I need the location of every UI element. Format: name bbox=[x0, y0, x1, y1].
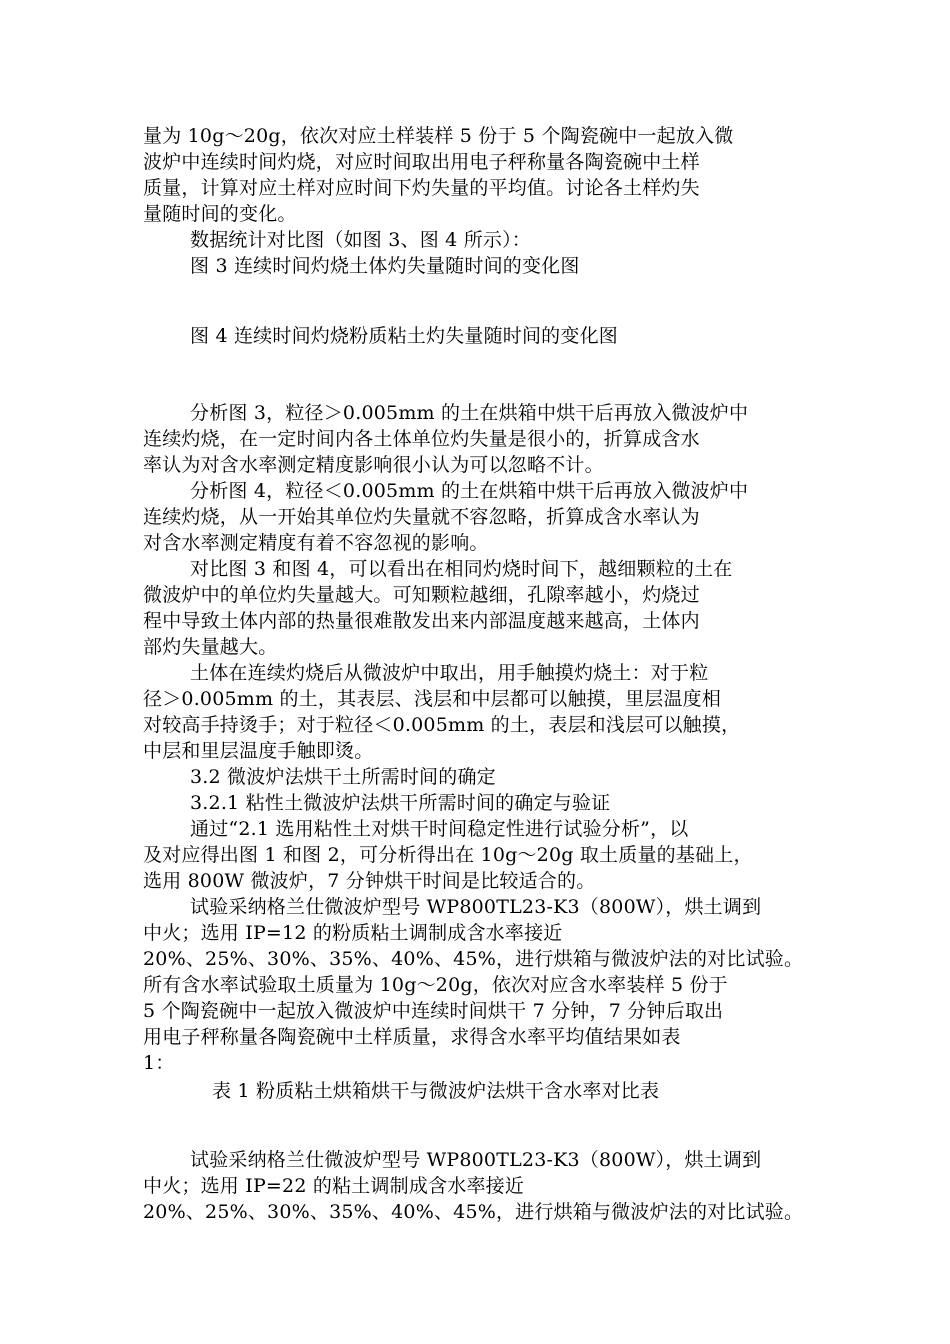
paragraph-line: 对含水率测定精度有着不容忽视的影响。 bbox=[143, 532, 489, 554]
paragraph-line: 连续灼烧，从一开始其单位灼失量就不容忽略，折算成含水率认为 bbox=[143, 506, 700, 528]
paragraph-line: 对比图 3 和图 4，可以看出在相同灼烧时间下，越细颗粒的土在 bbox=[190, 558, 733, 580]
figure-caption: 图 3 连续时间灼烧土体灼失量随时间的变化图 bbox=[190, 255, 580, 277]
paragraph-line: 对较高手持烫手；对于粒径＜0.005mm 的土，表层和浅层可以触摸， bbox=[143, 714, 741, 736]
paragraph-line: 微波炉中的单位灼失量越大。可知颗粒越细，孔隙率越小，灼烧过 bbox=[143, 584, 700, 606]
paragraph-line: 及对应得出图 1 和图 2，可分析得出在 10g～20g 取土质量的基础上， bbox=[143, 844, 753, 866]
paragraph-line: 试验采纳格兰仕微波炉型号 WP800TL23-K3（800W），烘土调到 bbox=[190, 896, 762, 918]
paragraph-line: 通过“2.1 选用粘性土对烘干时间稳定性进行试验分析”，以 bbox=[190, 818, 689, 840]
paragraph-line: 程中导致土体内部的热量很难散发出来内部温度越来越高，土体内 bbox=[143, 610, 700, 632]
paragraph-line: 分析图 3，粒径＞0.005mm 的土在烘箱中烘干后再放入微波炉中 bbox=[190, 402, 749, 424]
section-heading: 3.2 微波炉法烘干土所需时间的确定 bbox=[190, 766, 496, 788]
paragraph-line: 20%、25%、30%、35%、40%、45%，进行烘箱与微波炉法的对比试验。 bbox=[143, 1201, 804, 1223]
paragraph-line: 连续灼烧，在一定时间内各土体单位灼失量是很小的，折算成含水 bbox=[143, 428, 700, 450]
paragraph-line: 分析图 4，粒径＜0.005mm 的土在烘箱中烘干后再放入微波炉中 bbox=[190, 480, 749, 502]
paragraph-line: 数据统计对比图（如图 3、图 4 所示）： bbox=[190, 229, 531, 251]
subsection-heading: 3.2.1 粘性土微波炉法烘干所需时间的确定与验证 bbox=[190, 792, 611, 814]
paragraph-line: 所有含水率试验取土质量为 10g～20g，依次对应含水率装样 5 份于 bbox=[143, 974, 728, 996]
paragraph-line: 1： bbox=[143, 1052, 175, 1074]
paragraph-line: 5 个陶瓷碗中一起放入微波炉中连续时间烘干 7 分钟，7 分钟后取出 bbox=[143, 1000, 724, 1022]
paragraph-line: 径＞0.005mm 的土，其表层、浅层和中层都可以触摸，里层温度相 bbox=[143, 688, 722, 710]
paragraph-line: 率认为对含水率测定精度影响很小认为可以忽略不计。 bbox=[143, 454, 604, 476]
paragraph-line: 量为 10g～20g，依次对应土样装样 5 份于 5 个陶瓷碗中一起放入微 bbox=[143, 125, 734, 147]
paragraph-line: 试验采纳格兰仕微波炉型号 WP800TL23-K3（800W），烘土调到 bbox=[190, 1149, 762, 1171]
paragraph-line: 波炉中连续时间灼烧，对应时间取出用电子秤称量各陶瓷碗中土样 bbox=[143, 151, 700, 173]
paragraph-line: 部灼失量越大。 bbox=[143, 636, 278, 658]
paragraph-line: 中层和里层温度手触即烫。 bbox=[143, 740, 374, 762]
paragraph-line: 中火；选用 IP=22 的粘土调制成含水率接近 bbox=[143, 1175, 525, 1197]
figure-caption: 图 4 连续时间灼烧粉质粘土灼失量随时间的变化图 bbox=[190, 325, 618, 347]
paragraph-line: 量随时间的变化。 bbox=[143, 203, 297, 225]
paragraph-line: 土体在连续灼烧后从微波炉中取出，用手触摸灼烧土：对于粒 bbox=[190, 662, 709, 684]
paragraph-line: 选用 800W 微波炉，7 分钟烘干时间是比较适合的。 bbox=[143, 870, 596, 892]
paragraph-line: 20%、25%、30%、35%、40%、45%，进行烘箱与微波炉法的对比试验。 bbox=[143, 948, 804, 970]
paragraph-line: 用电子秤称量各陶瓷碗中土样质量，求得含水率平均值结果如表 bbox=[143, 1026, 681, 1048]
table-caption: 表 1 粉质粘土烘箱烘干与微波炉法烘干含水率对比表 bbox=[212, 1080, 660, 1102]
paragraph-line: 中火；选用 IP=12 的粉质粘土调制成含水率接近 bbox=[143, 922, 563, 944]
paragraph-line: 质量，计算对应土样对应时间下灼失量的平均值。讨论各土样灼失 bbox=[143, 177, 700, 199]
